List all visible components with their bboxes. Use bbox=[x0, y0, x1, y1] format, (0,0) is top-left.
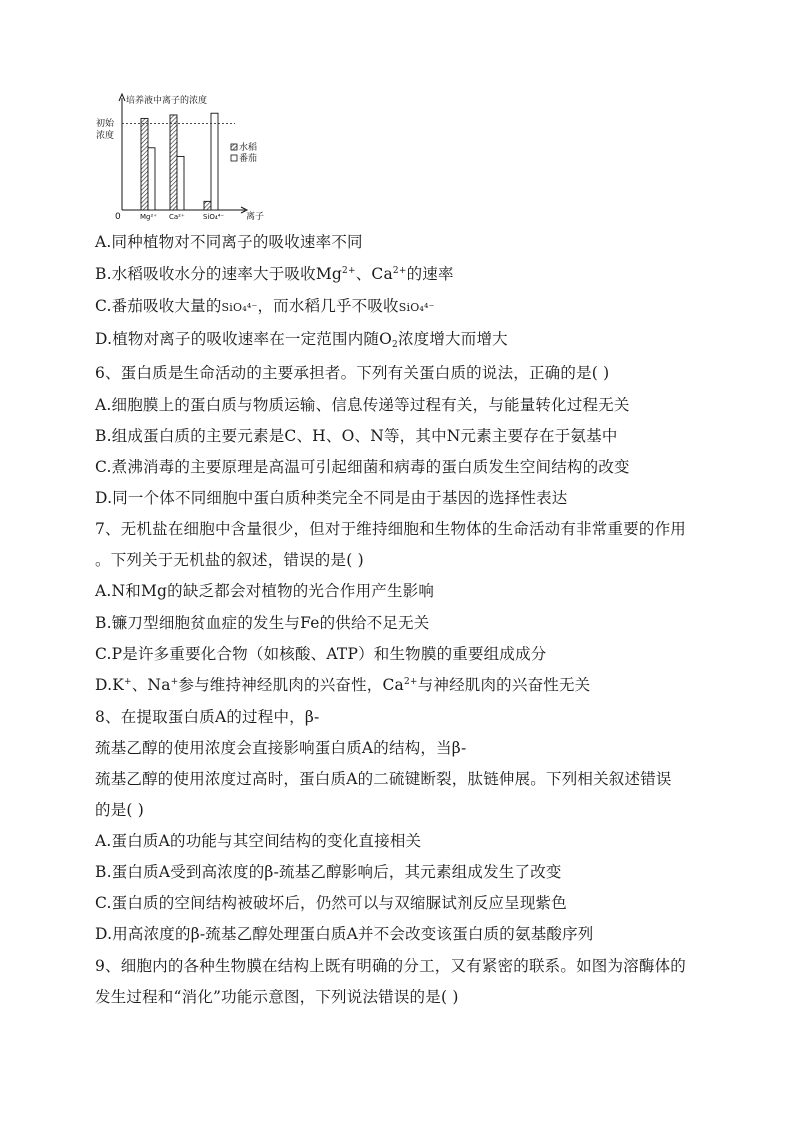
q6-option-b: B.组成蛋白质的主要元素是C、H、O、N等，其中N元素主要存在于氨基中 bbox=[95, 427, 618, 445]
q7-d-text-3: 参与维持神经肌肉的兴奋性，Ca bbox=[178, 676, 404, 694]
q5-option-a: A.同种植物对不同离子的吸收速率不同 bbox=[95, 233, 363, 251]
q5-b-sup-2: 2+ bbox=[392, 266, 407, 276]
q7-d-text-4: 与神经肌肉的兴奋性无关 bbox=[417, 676, 591, 694]
legend-swatch-0 bbox=[231, 144, 237, 150]
q5-option-b bbox=[95, 264, 454, 284]
q5-option-d bbox=[95, 329, 508, 349]
q7-stem-line-2: 。下列关于无机盐的叙述，错误的是( ) bbox=[95, 551, 364, 569]
q6-option-c: C.煮沸消毒的主要原理是高温可引起细菌和病毒的蛋白质发生空间结构的改变 bbox=[95, 458, 630, 476]
bar-tomato-1 bbox=[177, 156, 184, 210]
q7-option-d bbox=[95, 675, 590, 695]
q6-option-d: D.同一个体不同细胞中蛋白质种类完全不同是由于基因的选择性表达 bbox=[95, 489, 568, 507]
category-label-0: Mg²⁺ bbox=[140, 213, 157, 221]
ion-concentration-chart bbox=[95, 92, 275, 224]
initial-concentration-label-2: 浓度 bbox=[96, 131, 115, 141]
legend-label-0: 水稻 bbox=[239, 143, 258, 153]
q7-d-sup-2: + bbox=[170, 677, 179, 687]
chart-canvas bbox=[95, 92, 275, 224]
q8-stem-line-3: 巯基乙醇的使用浓度过高时，蛋白质A的二硫键断裂，肽链伸展。下列相关叙述错误 bbox=[95, 770, 672, 788]
bar-rice-0 bbox=[141, 118, 148, 210]
q9-stem-line-1: 9、细胞内的各种生物膜在结构上既有明确的分工，又有紧密的联系。如图为溶酶体的 bbox=[95, 957, 686, 975]
q7-d-sup-1: + bbox=[123, 677, 132, 687]
q5-c-text-1: C.番茄吸收大量的 bbox=[95, 297, 222, 315]
q9-stem-line-2: 发生过程和“消化”功能示意图，下列说法错误的是( ) bbox=[95, 988, 459, 1006]
q7-stem-line-1: 7、无机盐在细胞中含量很少，但对于维持细胞和生物体的生命活动有非常重要的作用 bbox=[95, 520, 686, 538]
q5-d-text-1: D.植物对离子的吸收速率在一定范围内随O bbox=[95, 330, 393, 348]
q5-b-sup-1: 2+ bbox=[342, 266, 356, 276]
q8-stem-line-4: 的是( ) bbox=[95, 801, 145, 819]
q5-b-text-3: 的速率 bbox=[406, 265, 454, 283]
q7-d-text-1: D.K bbox=[95, 676, 124, 694]
q7-d-sup-3: 2+ bbox=[404, 677, 418, 687]
q5-c-text-2: ，而水稻几乎不吸收 bbox=[257, 297, 399, 315]
category-label-2: SiO₄⁴⁻ bbox=[203, 213, 225, 221]
legend-label-1: 番茄 bbox=[239, 154, 258, 164]
q7-option-c: C.P是许多重要化合物（如核酸、ATP）和生物膜的重要组成成分 bbox=[95, 645, 547, 663]
q8-stem-line-2: 巯基乙醇的使用浓度会直接影响蛋白质A的结构，当β- bbox=[95, 739, 467, 757]
q5-d-sub: 2 bbox=[392, 340, 398, 350]
y-axis-label: 培养液中离子的浓度 bbox=[126, 96, 208, 106]
q8-option-d: D.用高浓度的β-巯基乙醇处理蛋白质A并不会改变该蛋白质的氨基酸序列 bbox=[95, 925, 594, 943]
q7-option-b: B.镰刀型细胞贫血症的发生与Fe的供给不足无关 bbox=[95, 614, 430, 632]
q6-stem: 6、蛋白质是生命活动的主要承担者。下列有关蛋白质的说法，正确的是( ) bbox=[95, 364, 610, 382]
q5-c-ion-2: SiO₄⁴⁻ bbox=[398, 301, 435, 314]
q8-option-a: A.蛋白质A的功能与其空间结构的变化直接相关 bbox=[95, 832, 422, 850]
q5-c-ion-1: SiO₄⁴⁻ bbox=[221, 301, 258, 314]
q7-option-a: A.N和Mg的缺乏都会对植物的光合作用产生影响 bbox=[95, 582, 435, 600]
x-axis-label: 离子 bbox=[246, 212, 265, 222]
legend-swatch-1 bbox=[231, 155, 237, 161]
q7-d-text-2: 、Na bbox=[131, 676, 171, 694]
q6-option-a: A.细胞膜上的蛋白质与物质运输、信息传递等过程有关，与能量转化过程无关 bbox=[95, 396, 630, 414]
q8-option-b: B.蛋白质A受到高浓度的β-巯基乙醇影响后，其元素组成发生了改变 bbox=[95, 863, 562, 881]
q8-stem-line-1: 8、在提取蛋白质A的过程中，β- bbox=[95, 708, 320, 726]
bar-tomato-2 bbox=[211, 113, 218, 210]
bar-rice-1 bbox=[170, 115, 177, 210]
q5-b-text-1: B.水稻吸收水分的速率大于吸收Mg bbox=[95, 265, 343, 283]
q5-d-text-2: 浓度增大而增大 bbox=[397, 330, 508, 348]
bar-rice-2 bbox=[204, 201, 211, 210]
origin-label: 0 bbox=[115, 212, 121, 222]
category-label-1: Ca²⁺ bbox=[169, 213, 185, 221]
q5-option-c bbox=[95, 296, 435, 318]
initial-concentration-label-1: 初始 bbox=[96, 119, 115, 129]
q5-b-text-2: 、Ca bbox=[355, 265, 393, 283]
bar-tomato-0 bbox=[148, 148, 155, 210]
q8-option-c: C.蛋白质的空间结构被破坏后，仍然可以与双缩脲试剂反应呈现紫色 bbox=[95, 894, 567, 912]
